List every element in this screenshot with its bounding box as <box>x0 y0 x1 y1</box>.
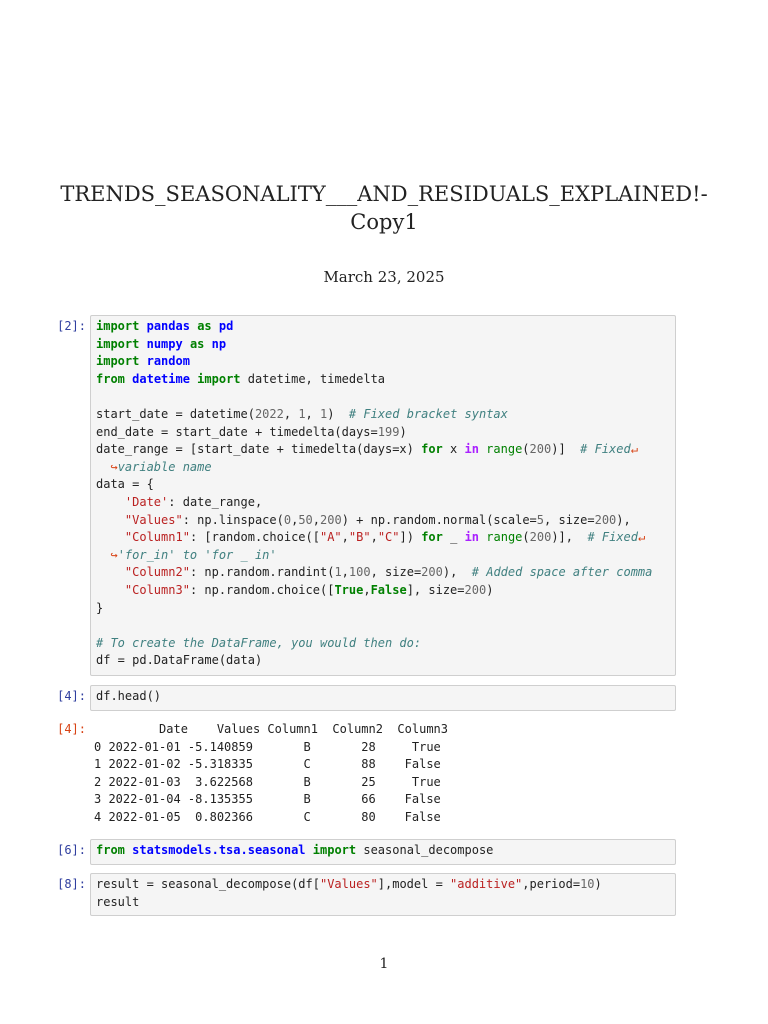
code-block <box>96 876 670 911</box>
table-row: 1 2022-01-02 -5.318335 C 88 False <box>94 757 441 772</box>
document-title <box>0 180 768 236</box>
code-line: } <box>96 600 104 615</box>
code-line: "Column2": np.random.randint(1,100, size=200), # Added space after comma <box>124 565 653 580</box>
code-line: df.head() <box>96 689 162 703</box>
code-line: result = seasonal_decompose(df["Values"],model = "additive",period=10) <box>96 877 602 891</box>
code-line: import numpy as np <box>96 336 227 351</box>
cell-prompt: [6]: <box>57 843 86 857</box>
continuation-icon: ↪ <box>96 459 118 474</box>
code-line: result <box>96 894 140 909</box>
cell-prompt: [8]: <box>57 877 86 891</box>
title-line-2: Copy1 <box>350 210 418 234</box>
code-line: start_date = datetime(2022, 1, 1) # Fixed bracket syntax <box>96 406 508 421</box>
table-row: 0 2022-01-01 -5.140859 B 28 True <box>94 739 441 754</box>
table-row: 3 2022-01-04 -8.135355 B 66 False <box>94 792 441 807</box>
code-cell[interactable] <box>90 315 676 676</box>
code-block <box>96 318 670 670</box>
code-line: import random <box>96 354 190 369</box>
code-line: "Column3": np.random.choice([True,False], size=200) <box>124 582 494 597</box>
code-line: data = { <box>96 477 154 492</box>
code-line: from datetime import datetime, timedelta <box>96 371 386 386</box>
code-line: "Values": np.linspace(0,50,200) + np.random.normal(scale=5, size=200), <box>124 512 631 527</box>
table-row: 4 2022-01-05 0.802366 C 80 False <box>94 809 441 824</box>
dataframe-output <box>94 721 448 827</box>
code-line: # To create the DataFrame, you would then do: <box>96 635 422 650</box>
document-date: March 23, 2025 <box>323 268 445 286</box>
cell-prompt: [2]: <box>57 319 86 333</box>
cell-prompt: [4]: <box>57 689 86 703</box>
continuation-icon: ↪ <box>96 547 118 562</box>
page-number: 1 <box>379 956 389 972</box>
code-cell[interactable] <box>90 685 676 711</box>
code-block <box>96 842 670 860</box>
code-line: 'Date': date_range, <box>124 494 263 509</box>
code-line: date_range = [start_date + timedelta(days=x) for x in range(200)] # Fixed↵ <box>96 442 638 457</box>
code-cell[interactable] <box>90 839 676 865</box>
title-line-1: TRENDS_SEASONALITY___AND_RESIDUALS_EXPLAINED!- <box>60 182 708 206</box>
code-line: import pandas as pd <box>96 319 234 333</box>
code-block <box>96 688 670 706</box>
code-line: df = pd.DataFrame(data) <box>96 653 263 668</box>
code-cell[interactable] <box>90 873 676 916</box>
code-line: ↪variable name <box>96 459 212 474</box>
table-header: Date Values Column1 Column2 Column3 <box>94 722 449 736</box>
wrap-icon: ↵ <box>638 530 646 545</box>
code-line: from statsmodels.tsa.seasonal import seasonal_decompose <box>96 843 494 857</box>
code-line: "Column1": [random.choice(["A","B","C"]) for _ in range(200)], # Fixed↵ <box>124 530 646 545</box>
wrap-icon: ↵ <box>630 442 638 457</box>
code-line: end_date = start_date + timedelta(days=199) <box>96 424 407 439</box>
output-prompt: [4]: <box>57 722 86 736</box>
table-row: 2 2022-01-03 3.622568 B 25 True <box>94 774 441 789</box>
code-line: ↪'for_in' to 'for _ in' <box>96 547 277 562</box>
